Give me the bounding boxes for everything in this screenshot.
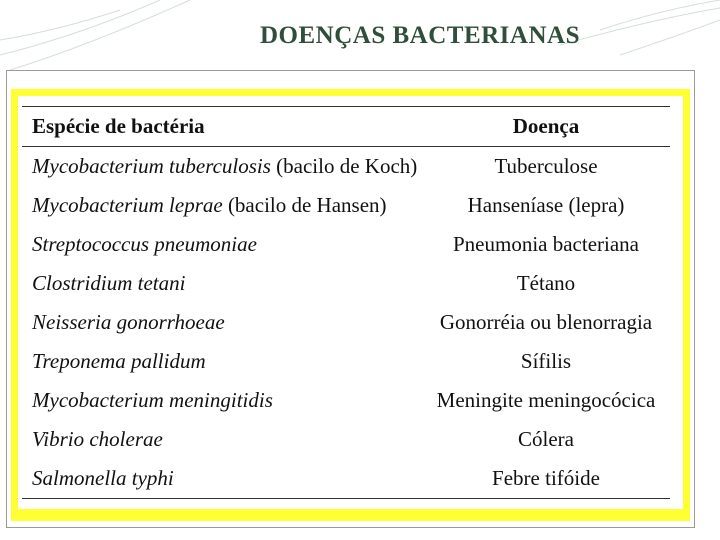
- disease-cell: Sífilis: [520, 349, 572, 373]
- species-name: Mycobacterium meningitidis: [32, 388, 273, 412]
- table-row: [22, 147, 670, 187]
- species-name: Vibrio cholerae: [32, 427, 163, 451]
- species-name: Streptococcus pneumoniae: [32, 232, 257, 256]
- species-name: Treponema pallidum: [32, 349, 206, 373]
- table-row: [22, 459, 670, 499]
- disease-cell: Gonorréia ou blenorragia: [439, 310, 653, 334]
- table-header-row: [22, 107, 670, 147]
- disease-cell: Tétano: [516, 271, 576, 295]
- species-name: Clostridium tetani: [32, 271, 186, 295]
- header-species: Espécie de bactéria: [22, 107, 422, 147]
- species-cell: [22, 303, 422, 342]
- species-name: Salmonella typhi: [32, 466, 174, 490]
- species-cell: [22, 420, 422, 459]
- disease-cell: Cólera: [518, 427, 574, 451]
- table-row: [22, 303, 670, 342]
- table-row: [22, 186, 670, 225]
- slide-title: DOENÇAS BACTERIANAS: [260, 22, 580, 49]
- disease-cell: Hanseníase (lepra): [467, 193, 625, 217]
- species-name: Neisseria gonorrhoeae: [32, 310, 225, 334]
- species-cell: [22, 381, 422, 420]
- disease-cell: Meningite meningocócica: [436, 388, 656, 412]
- species-cell: [22, 459, 422, 499]
- table-row: [22, 381, 670, 420]
- species-note: (bacilo de Koch): [276, 154, 418, 178]
- table-row: [22, 342, 670, 381]
- species-note: (bacilo de Hansen): [227, 193, 387, 217]
- disease-cell: Febre tifóide: [492, 466, 600, 490]
- disease-cell: Pneumonia bacteriana: [452, 232, 639, 256]
- species-cell: [22, 342, 422, 381]
- header-disease: Doença: [422, 107, 670, 147]
- species-cell: [22, 147, 422, 187]
- species-cell: [22, 186, 422, 225]
- disease-cell: Tuberculose: [494, 154, 598, 178]
- bacteria-disease-table: [22, 106, 670, 499]
- species-name: Mycobacterium tuberculosis: [32, 154, 271, 178]
- table-row: [22, 420, 670, 459]
- species-cell: [22, 225, 422, 264]
- species-name: Mycobacterium leprae: [32, 193, 223, 217]
- table-row: [22, 225, 670, 264]
- species-cell: [22, 264, 422, 303]
- table-row: [22, 264, 670, 303]
